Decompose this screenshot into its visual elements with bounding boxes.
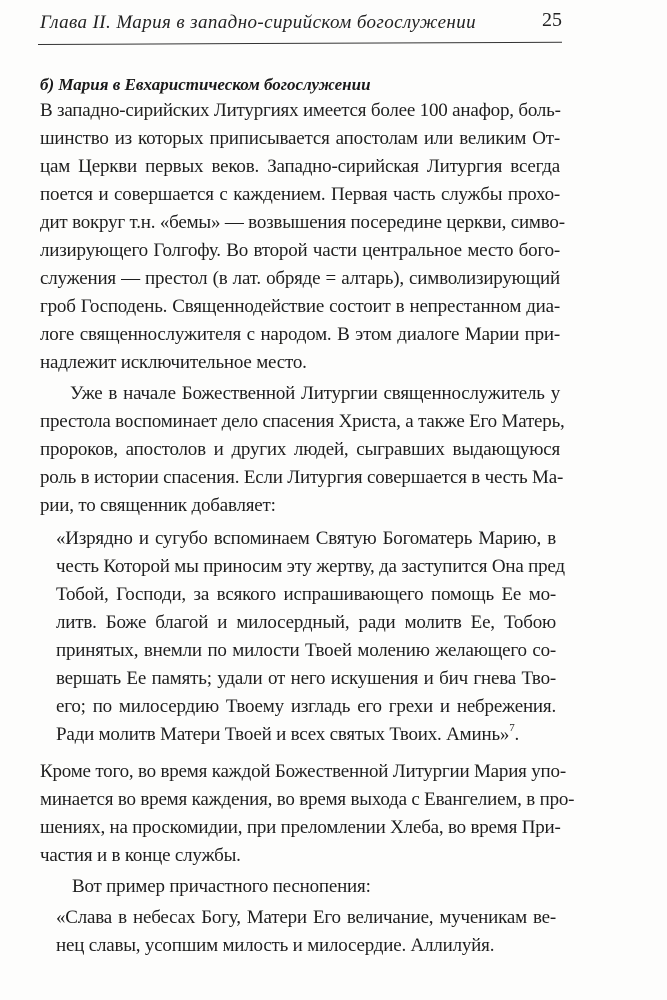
paragraph-line: рии, то священник добавляет: — [40, 495, 276, 516]
paragraph-line: В западно-сирийских Литургиях имеется более 100 анафор, боль- — [40, 100, 561, 121]
paragraph-line: частия и в конце службы. — [40, 845, 241, 866]
header-rule — [38, 42, 562, 45]
paragraph-line: шинство из которых приписывается апостолам или великим От- — [40, 128, 560, 149]
quote-line: вершать Ее память; удали от него искушения и бич гнева Тво- — [56, 668, 556, 689]
footnote-reference[interactable]: 7 — [509, 722, 515, 734]
paragraph-line: надлежит исключительное место. — [40, 352, 307, 373]
paragraph-line: гроб Господень. Священнодействие состоит в непрестанном диа- — [40, 296, 560, 317]
running-head-title: Глава II. Мария в западно-сирийском богослужении — [40, 12, 477, 33]
paragraph-line: шениях, на проскомидии, при преломлении Хлеба, во время При- — [40, 817, 561, 838]
quote-line: литв. Боже благой и милосердный, ради молитв Ее, Тобою — [56, 612, 556, 633]
paragraph-line: служения — престол (в лат. обряде = алтарь), символизирующий — [40, 268, 560, 289]
paragraph-line: Вот пример причастного песнопения: — [72, 876, 371, 897]
quote-line: «Слава в небесах Богу, Матери Его величание, мученикам ве- — [56, 907, 556, 928]
quote-line — [56, 723, 519, 747]
quote-last-line-text: Ради молитв Матери Твоей и всех святых Твоих. Аминь» — [56, 724, 510, 745]
paragraph-line: Уже в начале Божественной Литургии священнослужитель у — [70, 383, 560, 404]
paragraph-line: цам Церкви первых веков. Западно-сирийская Литургия всегда — [40, 156, 560, 177]
section-heading: б) Мария в Евхаристическом богослужении — [40, 75, 371, 94]
paragraph-line: логе священнослужителя с народом. В этом диалоге Марии при- — [40, 324, 560, 345]
quote-line: «Изрядно и сугубо вспоминаем Святую Богоматерь Марию, в — [56, 528, 556, 549]
quote-line: его; по милосердию Твоему изгладь его грехи и небрежения. — [56, 696, 556, 717]
running-head — [38, 6, 562, 40]
quote-line: нец славы, усопшим милость и милосердие. Аллилуйя. — [56, 935, 495, 956]
page-number: 25 — [542, 9, 562, 31]
paragraph-line: лизирующего Голгофу. Во второй части центральное место бого- — [40, 240, 560, 261]
paragraph-line: Кроме того, во время каждой Божественной Литургии Мария упо- — [40, 761, 566, 782]
paragraph-line: роль в истории спасения. Если Литургия совершается в честь Ма- — [40, 467, 564, 488]
quote-line: принятых, внемли по милости Твоей молению желающего со- — [56, 640, 556, 661]
paragraph-line: поется и совершается с каждением. Первая часть службы прохо- — [40, 184, 560, 205]
paragraph-line: минается во время каждения, во время выхода с Евангелием, в про- — [40, 789, 575, 810]
paragraph-line: престола воспоминает дело спасения Христа, а также Его Матерь, — [40, 411, 565, 432]
quote-end-punctuation: . — [514, 724, 520, 745]
paragraph-line: пророков, апостолов и других людей, сыгравших выдающуюся — [40, 439, 560, 460]
quote-line: честь Которой мы приносим эту жертву, да заступится Она пред — [56, 556, 565, 577]
quote-line: Тобой, Господи, за всякого испрашивающего помощь Ее мо- — [56, 584, 556, 605]
paragraph-line: дит вокруг т.н. «бемы» — возвышения посередине церкви, симво- — [40, 212, 565, 233]
